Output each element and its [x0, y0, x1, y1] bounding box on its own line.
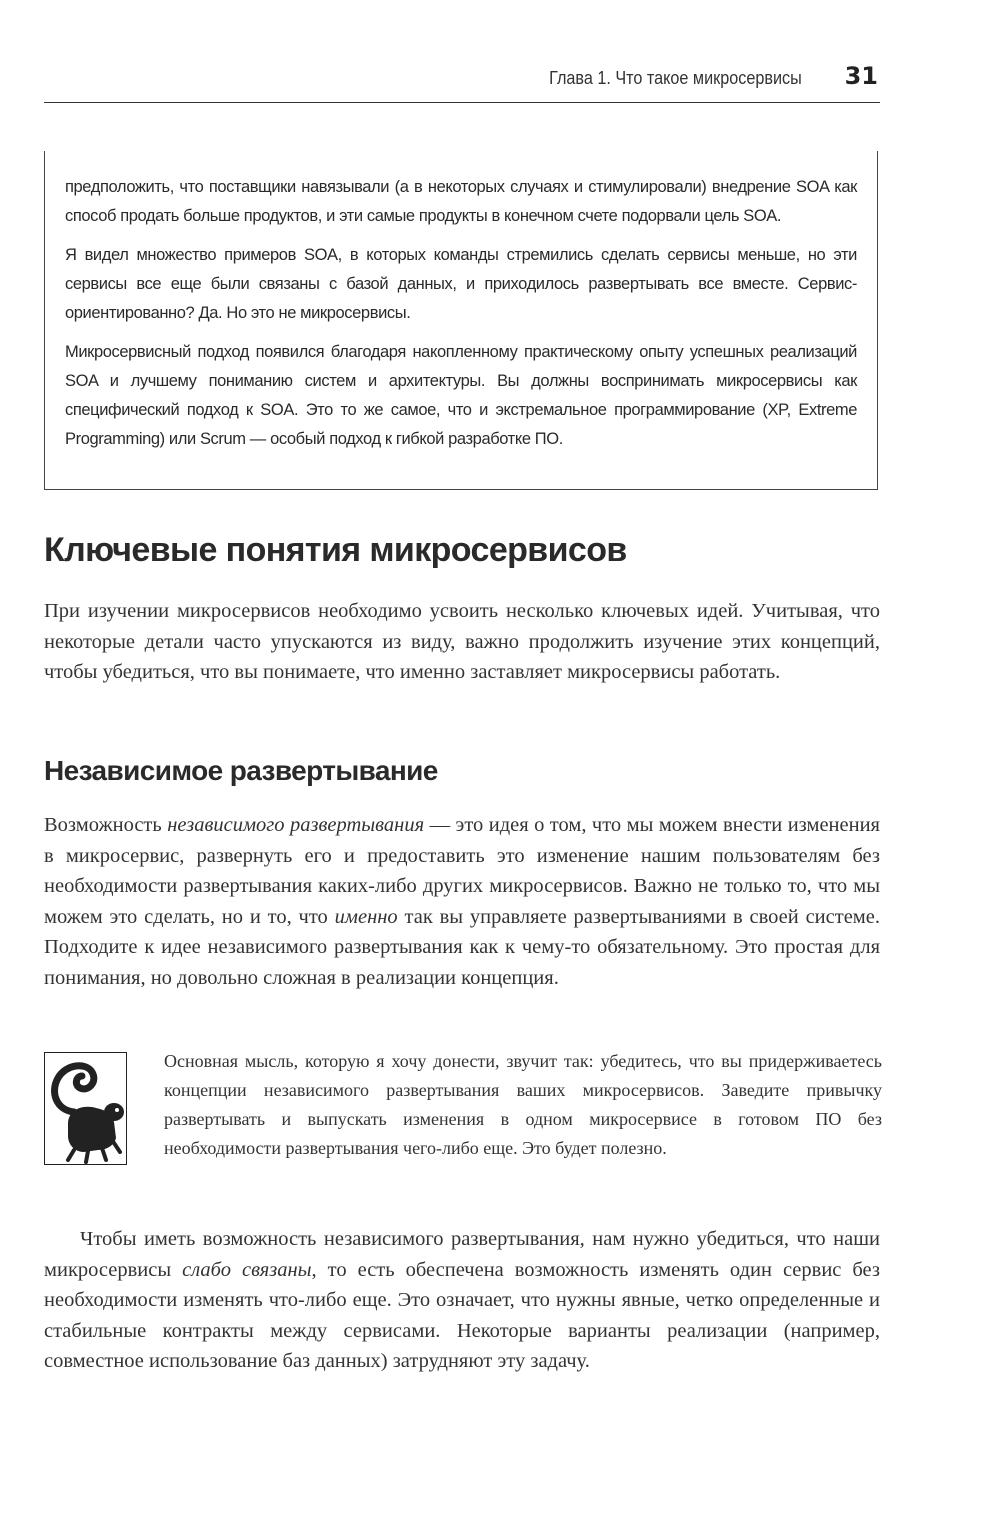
subsection-heading: Независимое развертывание	[44, 755, 438, 786]
sidebar-paragraph: Я видел множество примеров SOA, в которых команды стремились сделать сервисы меньше, но эти сервисы все еще были связаны с базой данных, и приходилось развертывать все вместе. Сервис-ориентированно? Да. Но это не микросервисы.	[65, 246, 857, 322]
italic-term: слабо связаны	[182, 1258, 312, 1281]
sidebar-paragraph: предположить, что поставщики навязывали (а в некоторых случаях и стимулировали) внедрение SOA как способ продать больше продуктов, и эти самые продукты в конечном счете подорвали цель SOA.	[65, 178, 857, 225]
lemur-icon	[44, 1052, 127, 1165]
text-span: Возможность	[44, 814, 168, 836]
section-intro-paragraph: При изучении микросервисов необходимо усвоить несколько ключевых идей. Учитывая, что некоторые детали часто упускаются из виду, важно продолжить изучение этих концепций, чтобы убедиться, что вы понимаете, что именно заставляет микросервисы работать.	[44, 600, 880, 683]
text-span: — это идея о том, что мы можем внести изменения в микросервис, развернуть его и предоставить это изменение нашим пользователям без необходимости развертывания каких-либо других микросервисов. Важно не только то, что мы можем это сделать, но и то, что	[44, 814, 880, 928]
independent-deployment-paragraph	[44, 810, 880, 993]
sidebar-box	[44, 151, 878, 490]
text-span: , то есть обеспечена возможность изменять один сервис без необходимости изменять что-либо еще. Это означает, что нужны явные, четко определенные и стабильные контракты между сервисами. Некоторые варианты реализации (например, совместное использование баз данных) затрудняют эту задачу.	[44, 1258, 880, 1372]
sidebar-paragraph: Микросервисный подход появился благодаря накопленному практическому опыту успешных реализаций SOA и лучшему пониманию систем и архитектуры. Вы должны воспринимать микросервисы как специфический подход к SOA. Это то же самое, что и экстремальное программирование (XP, Extreme Programming) или Scrum — особый подход к гибкой разработке ПО.	[65, 343, 857, 448]
page-number: 31	[844, 62, 878, 90]
text-span: Чтобы иметь возможность независимого развертывания, нам нужно убедиться, что наши микросервисы	[44, 1228, 880, 1281]
running-title: Глава 1. Что такое микросервисы	[549, 68, 802, 88]
page-header	[44, 62, 880, 103]
text-span: так вы управляете развертываниями в своей системе. Подходите к идее независимого развертывания как к чему-то обязательному. Это простая для понимания, но довольно сложная в реализации концепция.	[44, 905, 880, 989]
loose-coupling-paragraph	[44, 1224, 880, 1377]
note-text: Основная мысль, которую я хочу донести, звучит так: убедитесь, что вы придерживаетесь концепции независимого развертывания ваших микросервисов. Заведите привычку развертывать и выпускать изменения в одном микросервисе в готовом ПО без необходимости развертывания чего-либо еще. Это будет полезно.	[164, 1051, 882, 1158]
italic-emphasis: именно	[334, 905, 398, 928]
note-block	[44, 1047, 884, 1197]
section-heading: Ключевые понятия микросервисов	[44, 531, 627, 569]
italic-term: независимого развертывания	[167, 814, 425, 836]
